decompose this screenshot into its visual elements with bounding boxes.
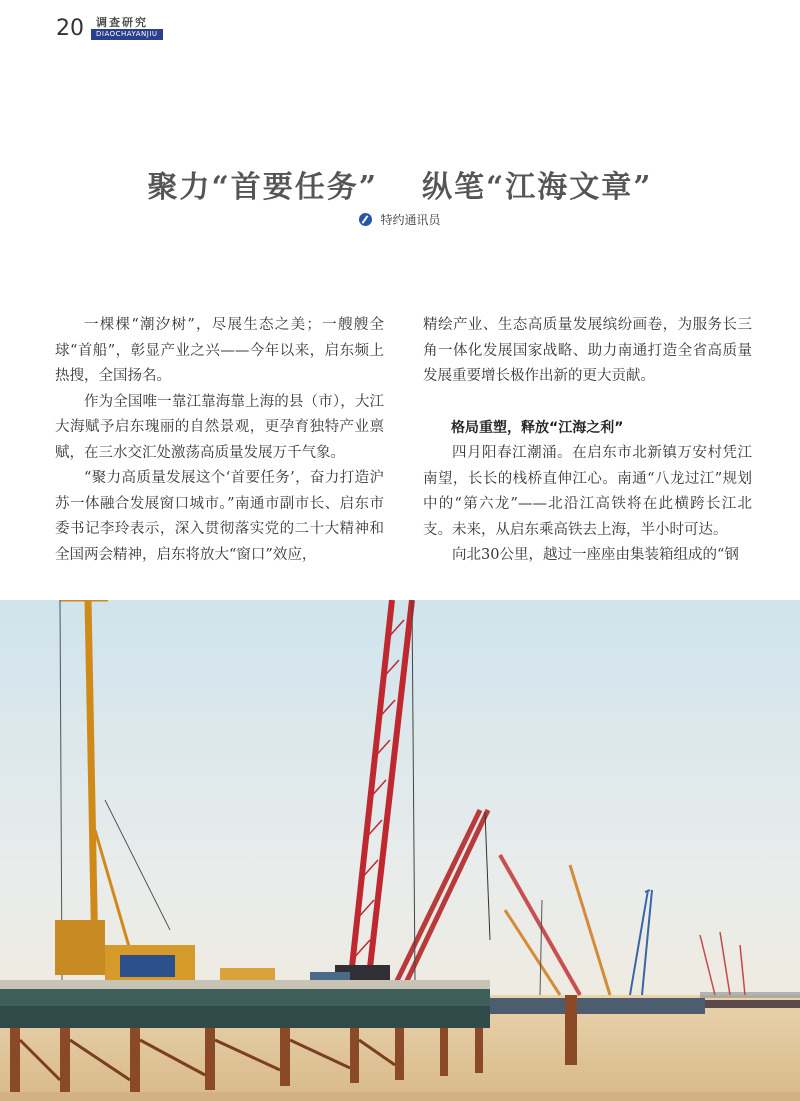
left-column	[55, 313, 384, 568]
body-paragraph: 向北30公里，越过一座座由集装箱组成的“钢	[452, 547, 739, 563]
page-number: 20	[56, 16, 84, 41]
body-paragraph: “聚力高质量发展这个‘首要任务’，奋力打造沪苏一体融合发展窗口城市。”南通市副市长、启东市委书记李玲表示，深入贯彻落实党的二十大精神和全国两会精神，启东将放大“窗口”效应，	[55, 470, 384, 563]
body-paragraph-continued: 精绘产业、生态高质量发展缤纷画卷，为服务长三角一体化发展国家战略、助力南通打造全省高质量发展重要增长极作出新的更大贡献。	[423, 317, 752, 384]
pen-icon	[359, 213, 372, 226]
section-subheading: 格局重塑，释放“江海之利”	[451, 419, 624, 436]
river-construction-cranes-photo	[0, 600, 800, 1101]
right-column	[423, 313, 752, 569]
byline-text: 特约通讯员	[380, 213, 441, 227]
article-title-part1: 聚力“首要任务”	[147, 170, 378, 206]
byline	[0, 211, 800, 228]
section-title: 调查研究	[96, 16, 148, 29]
body-paragraph: 作为全国唯一靠江靠海靠上海的县（市），大江大海赋予启东瑰丽的自然景观，更孕育独特产业禀赋，在三水交汇处激荡高质量发展万千气象。	[55, 393, 384, 461]
article-title-part2: 纵笔“江海文章”	[422, 170, 653, 206]
article-title	[0, 162, 800, 206]
body-paragraph: 四月阳春江潮涌。在启东市北新镇万安村凭江南望，长长的栈桥直伸江心。南通“八龙过江”规划中的“第六龙”——北沿江高铁将在此横跨长江北支。未来，从启东乘高铁去上海，半小时可达。	[423, 445, 752, 538]
section-subtitle-badge: DIAOCHAYANJIU	[91, 29, 163, 40]
body-paragraph: 一棵棵“潮汐树”，尽展生态之美；一艘艘全球“首船”，彰显产业之兴——今年以来，启东频上热搜，全国扬名。	[55, 317, 384, 384]
